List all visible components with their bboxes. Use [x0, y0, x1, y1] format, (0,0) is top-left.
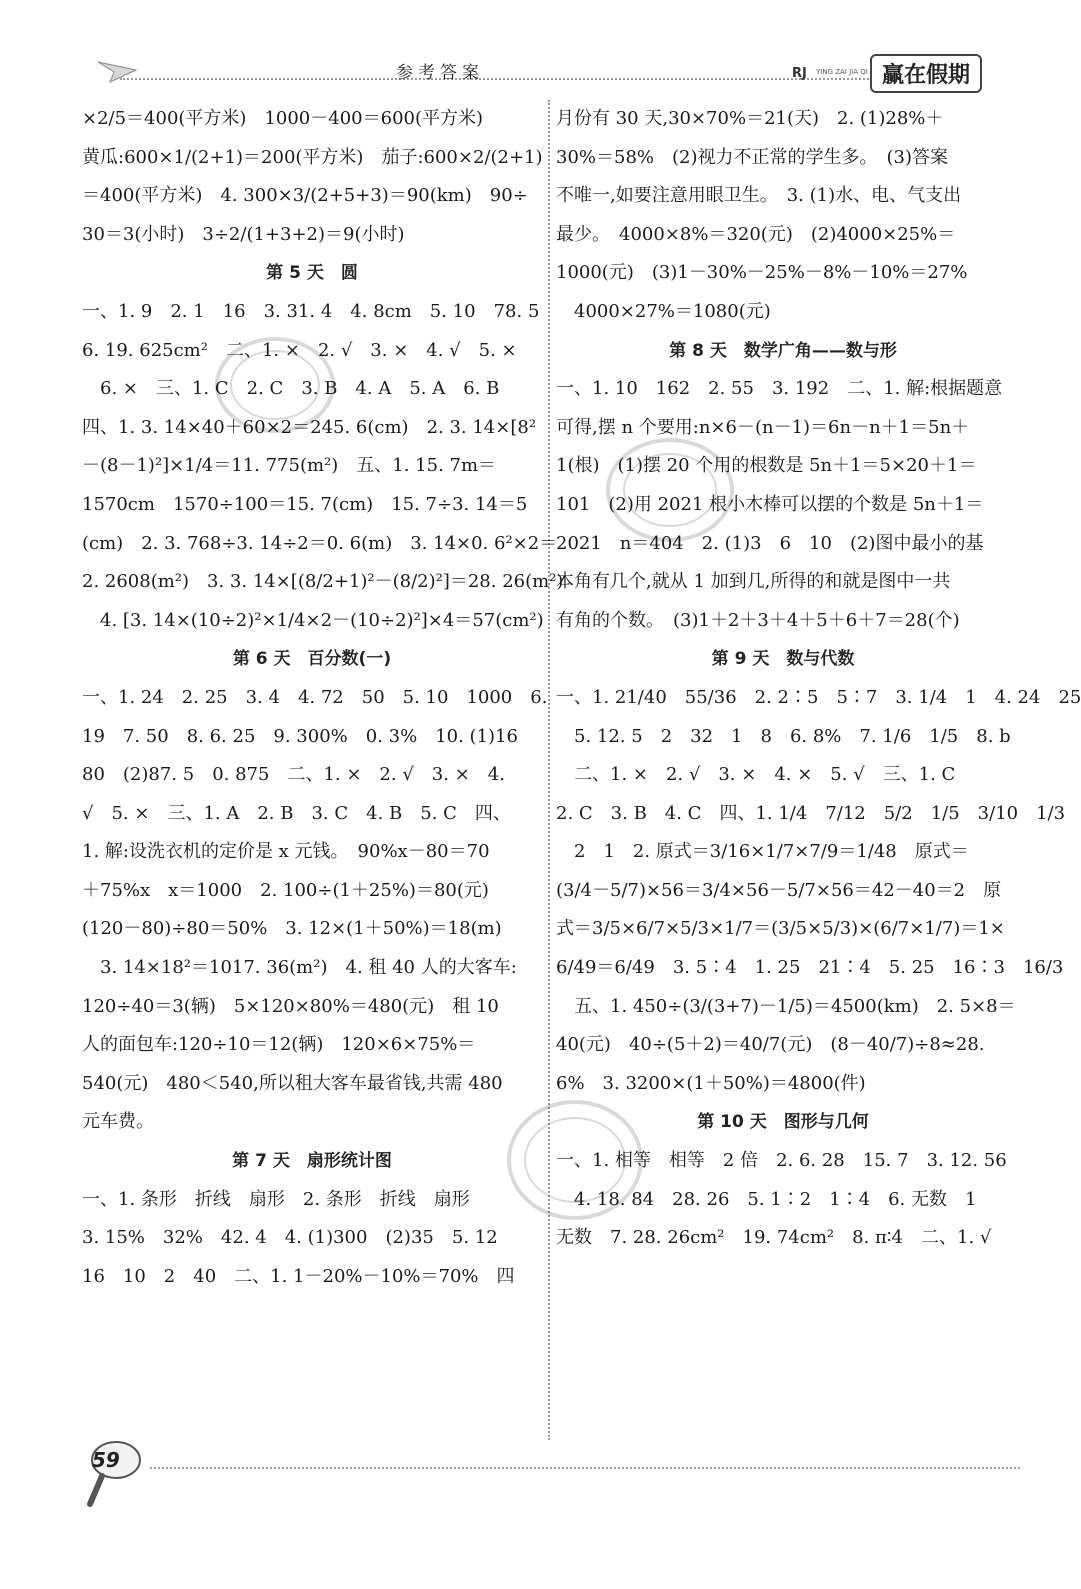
answer-line: 40(元) 40÷(5＋2)＝40/7(元) (8－40/7)÷8≈28. [556, 1034, 985, 1056]
page-header [0, 0, 1080, 96]
answer-line: 6/49＝6/49 3. 5∶4 1. 25 21∶4 5. 25 16∶3 16/3 [556, 957, 1064, 979]
answer-line: ＝400(平方米) 4. 300×3/(2+5+3)＝90(km) 90÷ [82, 185, 528, 207]
paper-plane-icon [96, 58, 138, 84]
answer-line: 式＝3/5×6/7×5/3×1/7＝(3/5×5/3)×(6/7×1/7)＝1× [556, 918, 1005, 940]
answer-line: 有角的个数。 (3)1＋2＋3＋4＋5＋6＋7＝28(个) [556, 609, 960, 631]
section-heading: 第 8 天 数学广角——数与形 [669, 340, 897, 361]
left-column [82, 100, 564, 1296]
answer-line: 2. C 3. B 4. C 四、1. 1/4 7/12 5/2 1/5 3/10 1/3 [556, 802, 1066, 824]
answer-line: 元车费。 [82, 1111, 154, 1133]
footer-rule [150, 1467, 1020, 1469]
answer-line: 16 10 2 40 二、1. 1－20%－10%＝70% 四 [82, 1265, 515, 1287]
answer-line: (120－80)÷80＝50% 3. 12×(1＋50%)＝18(m) [82, 918, 502, 940]
answer-line: 101 (2)用 2021 根小木棒可以摆的个数是 5n＋1＝ [556, 493, 984, 515]
brand-name: 赢在假期 [870, 54, 982, 93]
brand-sub: YING ZAI JIA QI [816, 68, 868, 76]
answer-line: 一、1. 条形 折线 扇形 2. 条形 折线 扇形 [82, 1188, 470, 1210]
answer-line: 3. 15% 32% 42. 4 4. (1)300 (2)35 5. 12 [82, 1227, 498, 1249]
answer-line: 四、1. 3. 14×40＋60×2＝245. 6(cm) 2. 3. 14×[8² [82, 416, 537, 438]
answer-line: 1. 解:设洗衣机的定价是 x 元钱。 90%x－80＝70 [82, 841, 490, 863]
answer-line: 最少。 4000×8%＝320(元) (2)4000×25%＝ [556, 223, 956, 245]
answer-line: (3/4－5/7)×56＝3/4×56－5/7×56＝42－40＝2 原 [556, 879, 1002, 901]
answer-line: 一、1. 24 2. 25 3. 4 4. 72 50 5. 10 1000 6. [82, 686, 548, 708]
brand-logo [792, 50, 1032, 90]
answer-line: 一、1. 相等 相等 2 倍 2. 6. 28 15. 7 3. 12. 56 [556, 1150, 1007, 1172]
answer-line: 4. 18. 84 28. 26 5. 1∶2 1∶4 6. 无数 1 [556, 1188, 977, 1210]
answer-line: 人的面包车:120÷10＝12(辆) 120×6×75%＝ [82, 1034, 476, 1056]
answer-line: ＋75%x x＝1000 2. 100÷(1＋25%)＝80(元) [82, 879, 489, 901]
answer-line: 30%＝58% (2)视力不正常的学生多。 (3)答案 [556, 146, 949, 168]
page-number: 59 [92, 1448, 120, 1472]
answer-line: 6. 19. 625cm² 二、1. × 2. √ 3. × 4. √ 5. × [82, 339, 517, 361]
answer-line: 本角有几个,就从 1 加到几,所得的和就是图中一共 [556, 571, 951, 593]
answer-line: 二、1. × 2. √ 3. × 4. × 5. √ 三、1. C [556, 764, 956, 786]
answer-line: ×2/5＝400(平方米) 1000－400＝600(平方米) [82, 108, 484, 129]
answer-line: 6% 3. 3200×(1＋50%)＝4800(件) [556, 1072, 866, 1094]
answer-line: 1000(元) (3)1－30%－25%－8%－10%＝27% [556, 262, 968, 284]
section-heading: 第 6 天 百分数(一) [232, 649, 392, 670]
answer-line: 1570cm 1570÷100＝15. 7(cm) 15. 7÷3. 14＝5 [82, 493, 528, 515]
section-heading: 第 7 天 扇形统计图 [232, 1151, 392, 1172]
answer-line: 5. 12. 5 2 32 1 8 6. 8% 7. 1/6 1/5 8. b [556, 725, 1011, 747]
header-title: 参考答案 [396, 63, 484, 83]
answer-line: 30＝3(小时) 3÷2/(1+3+2)＝9(小时) [82, 223, 405, 245]
answer-line: 可得,摆 n 个要用:n×6－(n－1)＝6n－n＋1＝5n＋ [556, 416, 970, 438]
answer-line: 6. × 三、1. C 2. C 3. B 4. A 5. A 6. B [82, 378, 500, 400]
answer-line: 一、1. 9 2. 1 16 3. 31. 4 4. 8cm 5. 10 78. 5 [82, 300, 540, 322]
right-column [556, 100, 1081, 1258]
answer-line: 120÷40＝3(辆) 5×120×80%＝480(元) 租 10 [82, 995, 499, 1017]
answer-line: 1(根) (1)摆 20 个用的根数是 5n＋1＝5×20＋1＝ [556, 455, 977, 477]
answer-line: 540(元) 480＜540,所以租大客车最省钱,共需 480 [82, 1072, 503, 1094]
brand-rj: RJ [792, 66, 807, 81]
answer-line: 19 7. 50 8. 6. 25 9. 300% 0. 3% 10. (1)16 [82, 725, 518, 747]
answer-line: 3. 14×18²＝1017. 36(m²) 4. 租 40 人的大客车: [82, 957, 517, 979]
answer-line: 2. 2608(m²) 3. 3. 14×[(8/2+1)²－(8/2)²]＝28. 26(m²) [82, 571, 564, 593]
answer-line: －(8－1)²]×1/4＝11. 775(m²) 五、1. 15. 7m＝ [82, 455, 497, 477]
answer-line: 2 1 2. 原式＝3/16×1/7×7/9＝1/48 原式＝ [556, 841, 969, 863]
section-heading: 第 10 天 图形与几何 [697, 1112, 869, 1133]
watermark-stamp-icon [210, 330, 340, 440]
watermark-stamp-icon [500, 1090, 650, 1230]
answer-line: 一、1. 10 162 2. 55 3. 192 二、1. 解:根据题意 [556, 378, 1003, 400]
header-rule [120, 78, 880, 80]
answer-line: 不唯一,如要注意用眼卫生。 3. (1)水、电、气支出 [556, 185, 962, 207]
answer-line: √ 5. × 三、1. A 2. B 3. C 4. B 5. C 四、 [82, 802, 511, 824]
answer-line: 一、1. 21/40 55/36 2. 2∶5 5∶7 3. 1/4 1 4. 24 25 [556, 686, 1081, 708]
answer-line: 2021 n＝404 2. (1)3 6 10 (2)图中最小的基 [556, 532, 984, 554]
answer-line: 4000×27%＝1080(元) [556, 300, 771, 322]
watermark-stamp-icon [600, 430, 740, 550]
column-divider [548, 100, 550, 1440]
answer-line: 黄瓜:600×1/(2+1)＝200(平方米) 茄子:600×2/(2+1) [82, 146, 543, 168]
answer-line: 无数 7. 28. 26cm² 19. 74cm² 8. π∶4 二、1. √ [556, 1227, 992, 1249]
answer-line: 4. [3. 14×(10÷2)²×1/4×2－(10÷2)²]×4＝57(cm²) [82, 609, 544, 631]
section-heading: 第 5 天 圆 [266, 263, 358, 284]
answer-line: 80 (2)87. 5 0. 875 二、1. × 2. √ 3. × 4. [82, 764, 505, 786]
section-heading: 第 9 天 数与代数 [711, 649, 855, 670]
answer-line: (cm) 2. 3. 768÷3. 14÷2＝0. 6(m) 3. 14×0. 6²×2＝ [82, 532, 558, 554]
answer-line: 月份有 30 天,30×70%＝21(天) 2. (1)28%＋ [556, 108, 944, 129]
answer-line: 五、1. 450÷(3/(3+7)－1/5)＝4500(km) 2. 5×8＝ [556, 995, 1016, 1017]
